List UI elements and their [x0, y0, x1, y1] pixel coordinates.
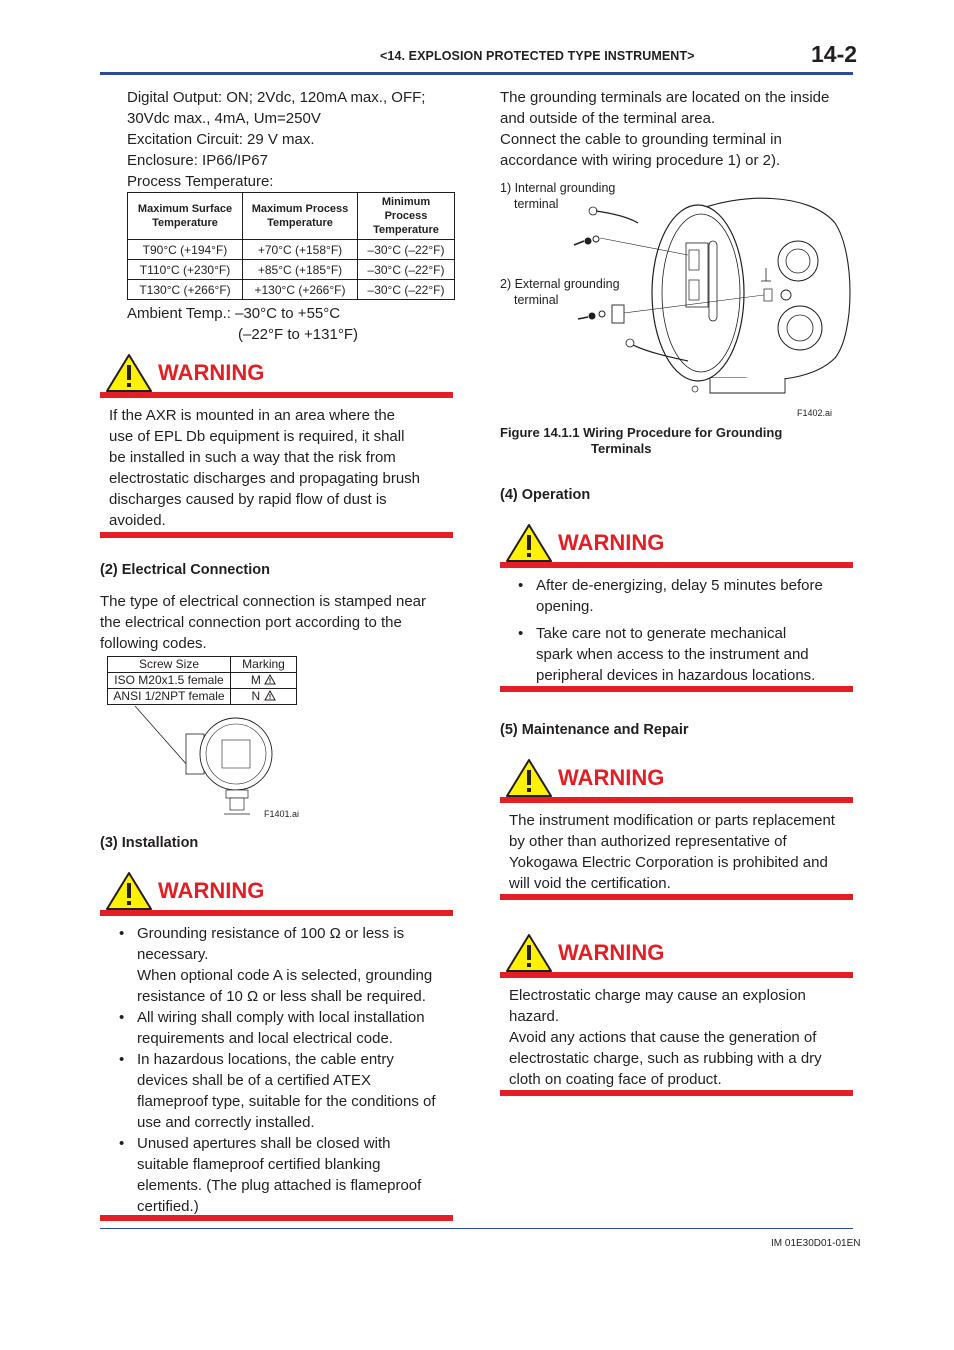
- spec-line: Excitation Circuit: 29 V max.: [127, 131, 315, 148]
- page-number: 14-2: [811, 41, 858, 67]
- grounding-terminal-drawing: [560, 183, 854, 405]
- table-header-row: [108, 657, 297, 673]
- warning-line: Yokogawa Electric Corporation is prohibited and: [509, 854, 828, 871]
- list-item: [518, 623, 853, 686]
- list-item-line: flameproof type, suitable for the conditions of: [137, 1093, 436, 1110]
- list-item-line: necessary.: [137, 946, 209, 963]
- warning-line: electrostatic charge, such as rubbing with a dry: [509, 1050, 822, 1067]
- warning-bar: [100, 910, 453, 916]
- table-header-cell: Maximum Surface Temperature: [128, 193, 243, 240]
- list-item-line: • Take care not to generate mechanical: [536, 625, 787, 642]
- paragraph-line: The type of electrical connection is stamped near: [100, 593, 427, 610]
- warning-bar: [500, 797, 853, 803]
- warning-text: [109, 405, 420, 531]
- table-cell: +85°C (+185°F): [243, 260, 358, 280]
- warning-triangle-icon: [105, 871, 153, 911]
- spec-line: 30Vdc max., 4mA, Um=250V: [127, 110, 321, 127]
- figure-caption: [500, 425, 782, 457]
- table-header-cell: Screw Size: [108, 657, 231, 673]
- warning-header: [500, 930, 853, 978]
- list-item-line: certified.): [137, 1198, 199, 1215]
- warning-line: electrostatic discharges and propagating brush: [109, 470, 421, 487]
- warning-line: by other than authorized representative of: [509, 833, 787, 850]
- list-item-line: • All wiring shall comply with local installation: [137, 1009, 425, 1026]
- paragraph: [100, 591, 426, 654]
- paragraph-line: The grounding terminals are located on the inside: [500, 89, 830, 106]
- table-row: [108, 673, 297, 689]
- list-item-line: peripheral devices in hazardous locations.: [536, 667, 816, 684]
- list-item-line: resistance of 10 Ω or less shall be required.: [137, 988, 426, 1005]
- footer-rule: [100, 1228, 853, 1229]
- warning-line: avoided.: [109, 512, 166, 529]
- table-cell: [231, 673, 297, 689]
- table-row: [128, 260, 455, 280]
- list-item: [119, 1007, 454, 1049]
- figure-label-line: terminal: [514, 197, 559, 211]
- marking-code: N: [251, 689, 261, 703]
- table-row: [108, 689, 297, 705]
- list-item-line: suitable flameproof certified blanking: [137, 1156, 381, 1173]
- warning-line: Avoid any actions that cause the generation of: [509, 1029, 817, 1046]
- caution-triangle-icon: [264, 674, 276, 685]
- table-cell: ISO M20x1.5 female: [108, 673, 231, 689]
- table-header-cell: Marking: [231, 657, 297, 673]
- table-header-cell: Minimum Process Temperature: [358, 193, 455, 240]
- warning-title: WARNING: [158, 360, 265, 385]
- list-item-line: devices shall be of a certified ATEX: [137, 1072, 372, 1089]
- table-row: [128, 280, 455, 300]
- figure-label-line: terminal: [514, 293, 559, 307]
- warning-bar: [100, 392, 453, 398]
- caution-triangle-icon: [264, 690, 276, 701]
- list-item-line: opening.: [536, 598, 594, 615]
- list-item: [518, 575, 853, 617]
- warning-bottom-bar: [100, 532, 453, 538]
- spec-line: Process Temperature:: [127, 173, 274, 190]
- list-item-line: elements. (The plug attached is flameproof: [137, 1177, 422, 1194]
- list-item-line: use and correctly installed.: [137, 1114, 315, 1131]
- table-cell: ANSI 1/2NPT female: [108, 689, 231, 705]
- section-heading: (2) Electrical Connection: [100, 562, 271, 578]
- warning-triangle-icon: [505, 758, 553, 798]
- list-item-line: • Unused apertures shall be closed with: [137, 1135, 391, 1152]
- warning-title: WARNING: [558, 765, 665, 790]
- warning-line: The instrument modification or parts replacement: [509, 812, 835, 829]
- spec-line: Digital Output: ON; 2Vdc, 120mA max., OFF;: [127, 89, 426, 106]
- list-item-line: When optional code A is selected, grounding: [137, 967, 433, 984]
- figure-label-line: 2) External grounding: [500, 277, 620, 291]
- table-cell: –30°C (–22°F): [358, 260, 455, 280]
- warning-header: [500, 755, 853, 803]
- table-cell: +70°C (+158°F): [243, 240, 358, 260]
- warning-triangle-icon: [505, 933, 553, 973]
- paragraph-line: Connect the cable to grounding terminal in: [500, 131, 782, 148]
- paragraph-line: accordance with wiring procedure 1) or 2).: [500, 152, 781, 169]
- list-item: [119, 1133, 454, 1217]
- table-cell: T90°C (+194°F): [128, 240, 243, 260]
- paragraph-line: and outside of the terminal area.: [500, 110, 716, 127]
- marking-code: M: [250, 673, 261, 687]
- paragraph-line: following codes.: [100, 635, 207, 652]
- warning-bottom-bar: [500, 1090, 853, 1096]
- table-header-cell: Maximum Process Temperature: [243, 193, 358, 240]
- warning-title: WARNING: [558, 940, 665, 965]
- warning-bar: [500, 562, 853, 568]
- warning-bottom-bar: [100, 1215, 453, 1221]
- table-cell: +130°C (+266°F): [243, 280, 358, 300]
- operation-bullet-list: [518, 575, 853, 686]
- warning-line: be installed in such a way that the risk from: [109, 449, 396, 466]
- figure-file-label: F1401.ai: [264, 809, 300, 819]
- warning-line: If the AXR is mounted in an area where the: [109, 407, 396, 424]
- table-cell: T110°C (+230°F): [128, 260, 243, 280]
- section-heading: (3) Installation: [100, 835, 199, 851]
- list-item-line: spark when access to the instrument and: [536, 646, 809, 663]
- warning-triangle-icon: [105, 353, 153, 393]
- warning-line: cloth on coating face of product.: [509, 1071, 722, 1088]
- ambient-temp-line: (–22°F to +131°F): [238, 326, 358, 343]
- table-cell: –30°C (–22°F): [358, 280, 455, 300]
- warning-triangle-icon: [505, 523, 553, 563]
- spec-line: Enclosure: IP66/IP67: [127, 152, 268, 169]
- warning-line: hazard.: [509, 1008, 560, 1025]
- warning-title: WARNING: [158, 878, 265, 903]
- warning-text: [509, 810, 835, 894]
- list-item-line: • In hazardous locations, the cable entry: [137, 1051, 394, 1068]
- warning-line: use of EPL Db equipment is required, it shall: [109, 428, 405, 445]
- table-cell: [231, 689, 297, 705]
- table-cell: –30°C (–22°F): [358, 240, 455, 260]
- warning-line: discharges caused by rapid flow of dust is: [109, 491, 387, 508]
- section-heading: (4) Operation: [500, 487, 591, 503]
- paragraph: [500, 87, 829, 171]
- screw-size-table: [107, 656, 297, 705]
- list-item-line: • After de-energizing, delay 5 minutes before: [536, 577, 823, 594]
- list-item-line: • Grounding resistance of 100 Ω or less is: [137, 925, 405, 942]
- figure-file-label: F1402.ai: [797, 408, 833, 418]
- table-cell: T130°C (+266°F): [128, 280, 243, 300]
- running-header: <14. EXPLOSION PROTECTED TYPE INSTRUMENT>: [380, 49, 695, 63]
- warning-title: WARNING: [558, 530, 665, 555]
- list-item: [119, 923, 454, 1007]
- warning-line: will void the certification.: [509, 875, 671, 892]
- warning-header: [100, 350, 453, 398]
- installation-bullet-list: [119, 923, 454, 1217]
- figure-caption-line: Figure 14.1.1 Wiring Procedure for Grounding: [500, 425, 783, 440]
- list-item: [119, 1049, 454, 1133]
- table-row: [128, 240, 455, 260]
- warning-header: [500, 520, 853, 568]
- warning-text: [509, 985, 822, 1090]
- ambient-temp-line: Ambient Temp.: –30°C to +55°C: [127, 305, 341, 322]
- section-heading: (5) Maintenance and Repair: [500, 722, 689, 738]
- warning-line: Electrostatic charge may cause an explosion: [509, 987, 806, 1004]
- list-item-line: requirements and local electrical code.: [137, 1030, 393, 1047]
- warning-header: [100, 868, 453, 916]
- header-rule: [100, 72, 853, 75]
- figure-caption-line: Terminals: [591, 441, 652, 456]
- figure-label-line: 1) Internal grounding: [500, 181, 616, 195]
- connection-port-drawing: [130, 704, 300, 820]
- spec-lines: [127, 87, 425, 192]
- table-header-row: [128, 193, 455, 240]
- warning-bottom-bar: [500, 686, 853, 692]
- warning-bar: [500, 972, 853, 978]
- paragraph-line: the electrical connection port according to the: [100, 614, 402, 631]
- process-temperature-table: [127, 192, 455, 300]
- document-code: IM 01E30D01-01EN: [771, 1238, 861, 1249]
- warning-bottom-bar: [500, 894, 853, 900]
